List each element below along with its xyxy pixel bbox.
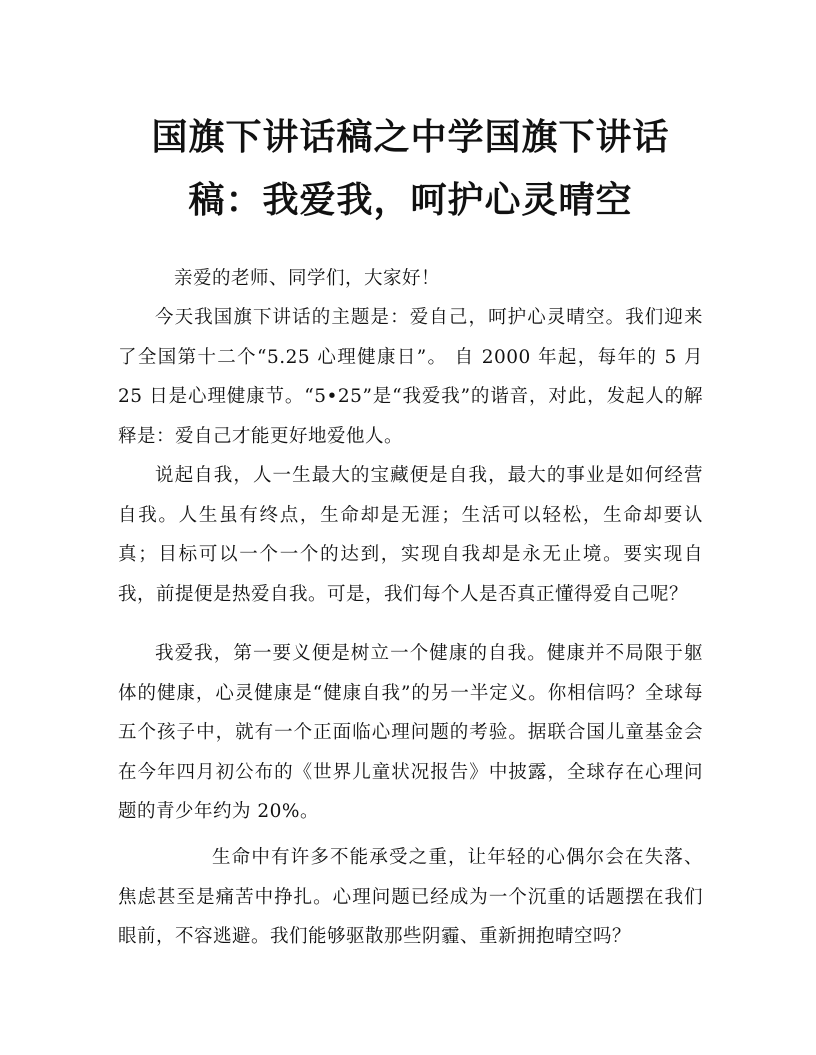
paragraph-burden: 生命中有许多不能承受之重，让年轻的心偶尔会在失落、焦虑甚至是痛苦中挣扎。心理问题已经成为一个沉重的话题摆在我们眼前，不容逃避。我们能够驱散那些阴霾、重新拥抱晴空吗？ [118, 847, 703, 947]
paragraph-theme: 今天我国旗下讲话的主题是：爱自己，呵护心灵晴空。我们迎来了全国第十二个“5.25 心理健康日”。 自 2000 年起，每年的 5 月 25 日是心理健康节。“5•25”是“我爱我”的谐音，对此，发起人的解释是：爱自己才能更好地爱他人。 [118, 307, 703, 447]
paragraph-health: 我爱我，第一要义便是树立一个健康的自我。健康并不局限于躯体的健康，心灵健康是“健康自我”的另一半定义。你相信吗？全球每五个孩子中，就有一个正面临心理问题的考验。据联合国儿童基金会在今年四月初公布的《世界儿童状况报告》中披露，全球存在心理问题的青少年约为 20%。 [118, 643, 703, 822]
document-title: 国旗下讲话稿之中学国旗下讲话稿：我爱我，呵护心灵晴空 [151, 116, 670, 221]
greeting-paragraph: 亲爱的老师、同学们，大家好！ [174, 268, 441, 289]
paragraph-self: 说起自我，人一生最大的宝藏便是自我，最大的事业是如何经营自我。人生虽有终点，生命却是无涯；生活可以轻松，生命却要认真；目标可以一个一个的达到，实现自我却是永无止境。要实现自我，前提便是热爱自我。可是，我们每个人是否真正懂得爱自己呢？ [118, 465, 703, 605]
